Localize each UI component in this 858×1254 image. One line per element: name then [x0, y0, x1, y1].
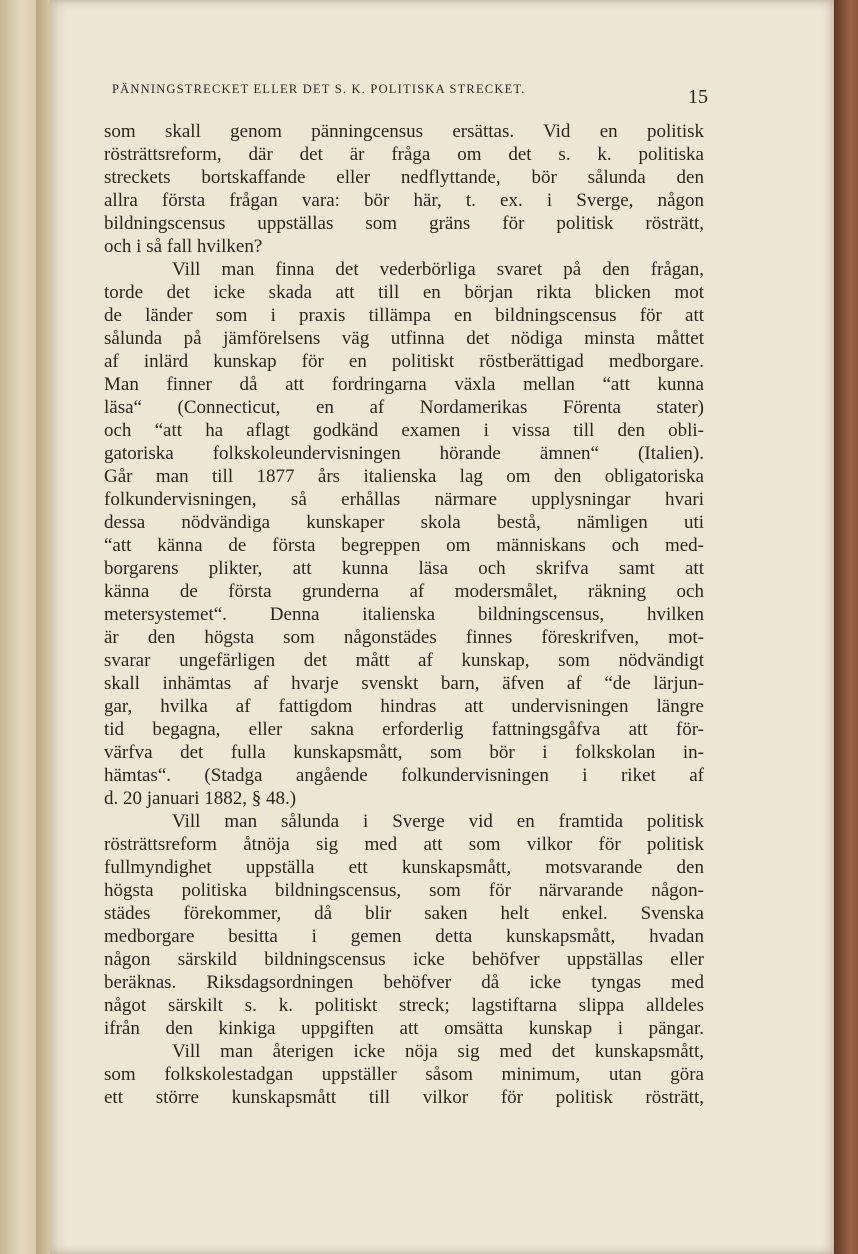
text-line: som skall genom pänningcensus ersättas. Vid en politisk: [104, 121, 704, 142]
text-line: känna de första grunderna af modersmålet, räkning och: [104, 581, 704, 602]
page-gutter: [36, 0, 50, 1254]
text-line: och i så fall hvilken?: [104, 236, 263, 257]
text-line: dessa nödvändiga kunskaper skola bestå, nämligen uti: [104, 512, 704, 533]
text-line: metersystemet“. Denna italienska bildningscensus, hvilken: [104, 604, 704, 625]
text-line: någon särskild bildningscensus icke behöfver uppställas eller: [104, 949, 704, 970]
text-line: tid begagna, eller sakna erforderlig fattningsgåfva att för-: [104, 719, 704, 740]
text-line: folkundervisningen, så erhållas närmare upplysningar hvari: [104, 489, 704, 510]
text-line: skall inhämtas af hvarje svenskt barn, äfven af “de lärjun-: [104, 673, 704, 694]
text-line: Vill man finna det vederbörliga svaret på den frågan,: [172, 259, 704, 280]
text-line: fullmyndighet uppställa ett kunskapsmått, motsvarande den: [104, 857, 704, 878]
text-line: högsta politiska bildningscensus, som för närvarande någon-: [104, 880, 704, 901]
text-line: Vill man återigen icke nöja sig med det kunskapsmått,: [172, 1041, 704, 1062]
text-line: svarar ungefärligen det mått af kunskap, som nödvändigt: [104, 650, 704, 671]
text-line: d. 20 januari 1882, § 48.): [104, 788, 297, 809]
text-line: och “att ha aflagt godkänd examen i vissa till den obli-: [104, 420, 704, 441]
text-line: de länder som i praxis tillämpa en bildningscensus för att: [104, 305, 704, 326]
text-line: gar, hvilka af fattigdom hindras att undervisningen längre: [104, 696, 704, 717]
text-line: sålunda på jämförelsens väg utfinna det nödiga minsta måttet: [104, 328, 704, 349]
text-line: torde det icke skada att till en början rikta blicken mot: [104, 282, 704, 303]
text-line: af inlärd kunskap för en politiskt röstberättigad medborgare.: [104, 351, 704, 372]
text-line: hämtas“. (Stadga angående folkundervisningen i riket af: [104, 765, 704, 786]
text-line: medborgare besitta i gemen detta kunskapsmått, hvadan: [104, 926, 704, 947]
text-line: Går man till 1877 års italienska lag om den obligatoriska: [104, 466, 704, 487]
text-line: allra första frågan vara: bör här, t. ex. i Sverge, någon: [104, 190, 704, 211]
text-line: Vill man sålunda i Sverge vid en framtida politisk: [172, 811, 704, 832]
text-line: gatoriska folkskoleundervisningen hörande ämnen“ (Italien).: [104, 443, 704, 464]
text-line: värfva det fulla kunskapsmått, som bör i folkskolan in-: [104, 742, 704, 763]
text-line: läsa“ (Connecticut, en af Nordamerikas Förenta stater): [104, 397, 704, 418]
text-line: som folkskolestadgan uppställer såsom minimum, utan göra: [104, 1064, 704, 1085]
text-line: är den högsta som någonstädes finnes föreskrifven, mot-: [104, 627, 704, 648]
text-line: något särskilt s. k. politiskt streck; lagstiftarna slippa alldeles: [104, 995, 704, 1016]
text-line: rösträttsreform, där det är fråga om det s. k. politiska: [104, 144, 704, 165]
body-text: [104, 120, 704, 1109]
text-line: städes förekommer, då blir saken helt enkel. Svenska: [104, 903, 704, 924]
text-line: borgarens plikter, att kunna läsa och skrifva samt att: [104, 558, 704, 579]
page-number: 15: [688, 86, 708, 108]
text-line: streckets bortskaffande eller nedflyttande, bör sålunda den: [104, 167, 704, 188]
running-head: PÄNNINGSTRECKET ELLER DET S. K. POLITISKA STRECKET.: [112, 82, 526, 96]
text-line: ifrån den kinkiga uppgiften att omsätta kunskap i pängar.: [104, 1018, 704, 1039]
text-line: beräknas. Riksdagsordningen behöfver då icke tyngas med: [104, 972, 704, 993]
text-line: Man finner då att fordringarna växla mellan “att kunna: [104, 374, 704, 395]
right-cover-edge: [834, 0, 858, 1254]
text-line: bildningscensus uppställas som gräns för politisk rösträtt,: [104, 213, 704, 234]
text-line: rösträttsreform åtnöja sig med att som vilkor för politisk: [104, 834, 704, 855]
text-line: “att känna de första begreppen om människans och med-: [104, 535, 704, 556]
text-line: ett större kunskapsmått till vilkor för politisk rösträtt,: [104, 1087, 704, 1108]
